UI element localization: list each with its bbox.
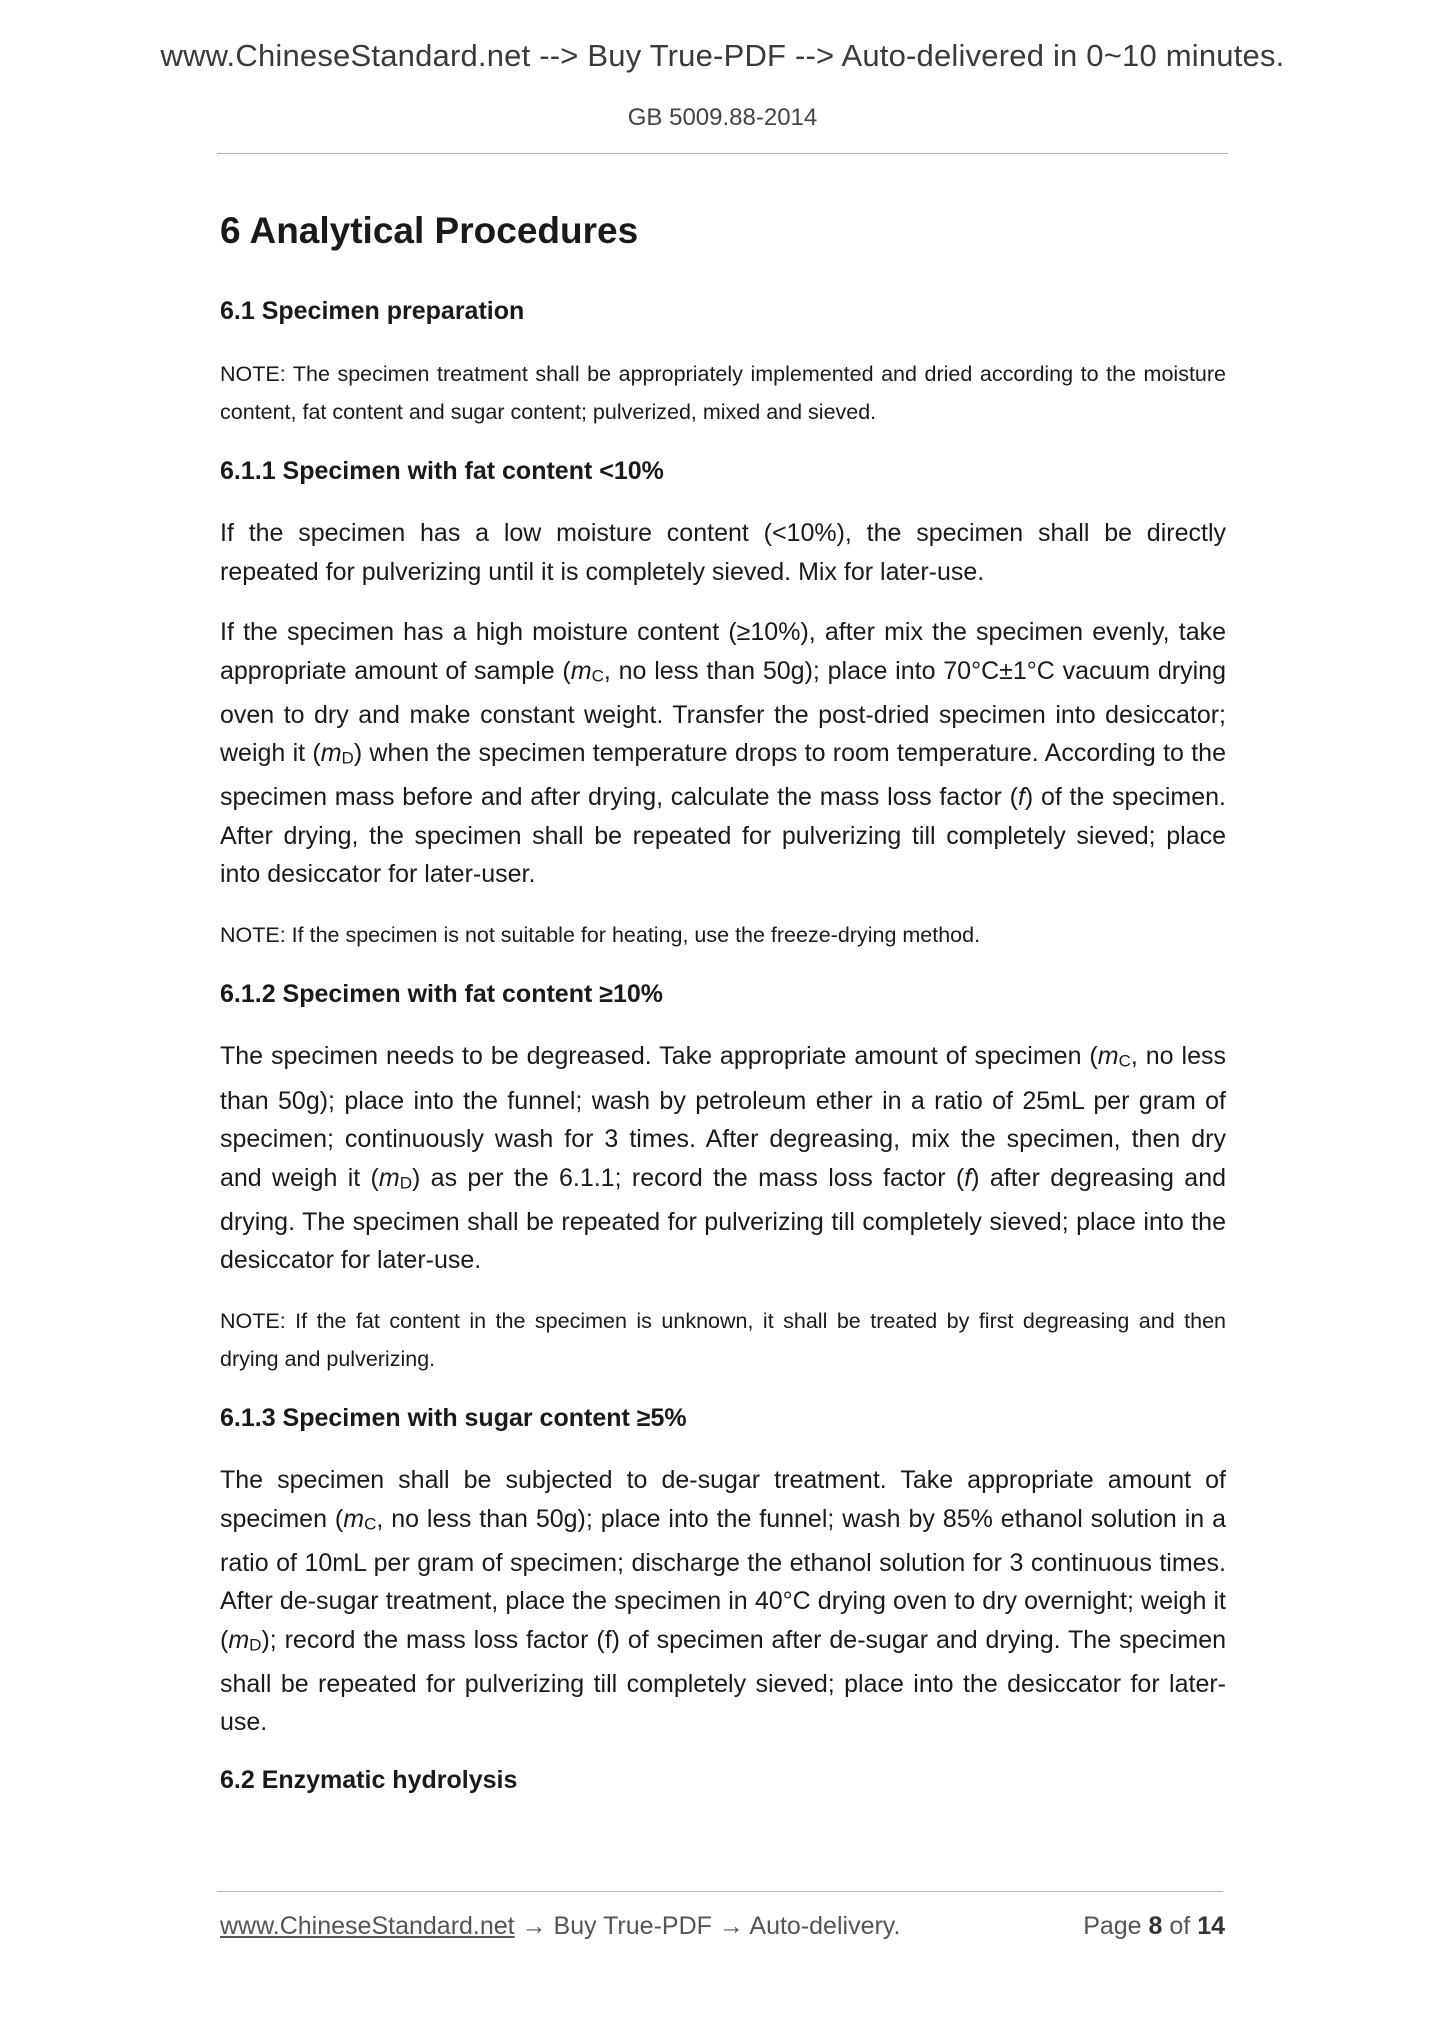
- heading-6-1-2: 6.1.2 Specimen with fat content ≥10%: [220, 979, 664, 1008]
- page-number: Page 8 of 14: [1083, 1912, 1225, 1940]
- footer-text: → Buy True-PDF → Auto-delivery.: [514, 1912, 901, 1940]
- top-banner: www.ChineseStandard.net --> Buy True-PDF --> Auto-delivered in 0~10 minutes.: [160, 38, 1285, 73]
- paragraph-6-1-1-b: If the specimen has a high moisture content (≥10%), after mix the specimen evenly, take appropriate amount of sample (mC, no less than 50g); place into 70°C±1°C vacuum drying oven to dry and make constant weight. Transfer the post-dried specimen into desiccator; weigh it (mD) when the specimen temperature drops to room temperature. According to the specimen mass before and after drying, calculate the mass loss factor (f) of the specimen. After drying, the specimen shall be repeated for pulverizing till completely sieved; place into desiccator for later-user.: [220, 618, 1226, 889]
- heading-6-1-3: 6.1.3 Specimen with sugar content ≥5%: [220, 1403, 687, 1432]
- page-footer: [220, 1912, 1225, 1941]
- note-6-1-1: NOTE: If the specimen is not suitable for heating, use the freeze-drying method.: [220, 922, 981, 947]
- paragraph-6-1-1-a: If the specimen has a low moisture content (<10%), the specimen shall be directly repeated for pulverizing until it is completely sieved. Mix for later-use.: [220, 519, 1226, 586]
- note-6-1-2: NOTE: If the fat content in the specimen is unknown, it shall be treated by first degreasing and then drying and pulverizing.: [220, 1308, 1226, 1371]
- paragraph-6-1-3: The specimen shall be subjected to de-sugar treatment. Take appropriate amount of specimen (mC, no less than 50g); place into the funnel; wash by 85% ethanol solution in a ratio of 10mL per gram of specimen; discharge the ethanol solution for 3 continuous times. After de-sugar treatment, place the specimen in 40°C drying oven to dry overnight; weigh it (mD); record the mass loss factor (f) of specimen after de-sugar and drying. The specimen shall be repeated for pulverizing till completely sieved; place into the desiccator for later-use.: [220, 1466, 1227, 1737]
- section-title: 6 Analytical Procedures: [220, 210, 639, 251]
- document-body: [220, 209, 1226, 1823]
- note-6-1: NOTE: The specimen treatment shall be appropriately implemented and dried according to the moisture content, fat content and sugar content; pulverized, mixed and sieved.: [220, 361, 1226, 424]
- heading-6-1: 6.1 Specimen preparation: [220, 297, 525, 326]
- heading-6-2: 6.2 Enzymatic hydrolysis: [220, 1765, 518, 1794]
- heading-6-1-1: 6.1.1 Specimen with fat content <10%: [220, 456, 664, 485]
- standard-id: GB 5009.88-2014: [627, 104, 818, 131]
- footer-divider: [217, 1891, 1223, 1892]
- header-divider: [217, 153, 1228, 154]
- footer-link[interactable]: www.ChineseStandard.net: [220, 1912, 515, 1940]
- paragraph-6-1-2: The specimen needs to be degreased. Take appropriate amount of specimen (mC, no less than 50g); place into the funnel; wash by petroleum ether in a ratio of 25mL per gram of specimen; continuously wash for 3 times. After degreasing, mix the specimen, then dry and weigh it (mD) as per the 6.1.1; record the mass loss factor (f) after degreasing and drying. The specimen shall be repeated for pulverizing till completely sieved; place into the desiccator for later-use.: [220, 1042, 1226, 1275]
